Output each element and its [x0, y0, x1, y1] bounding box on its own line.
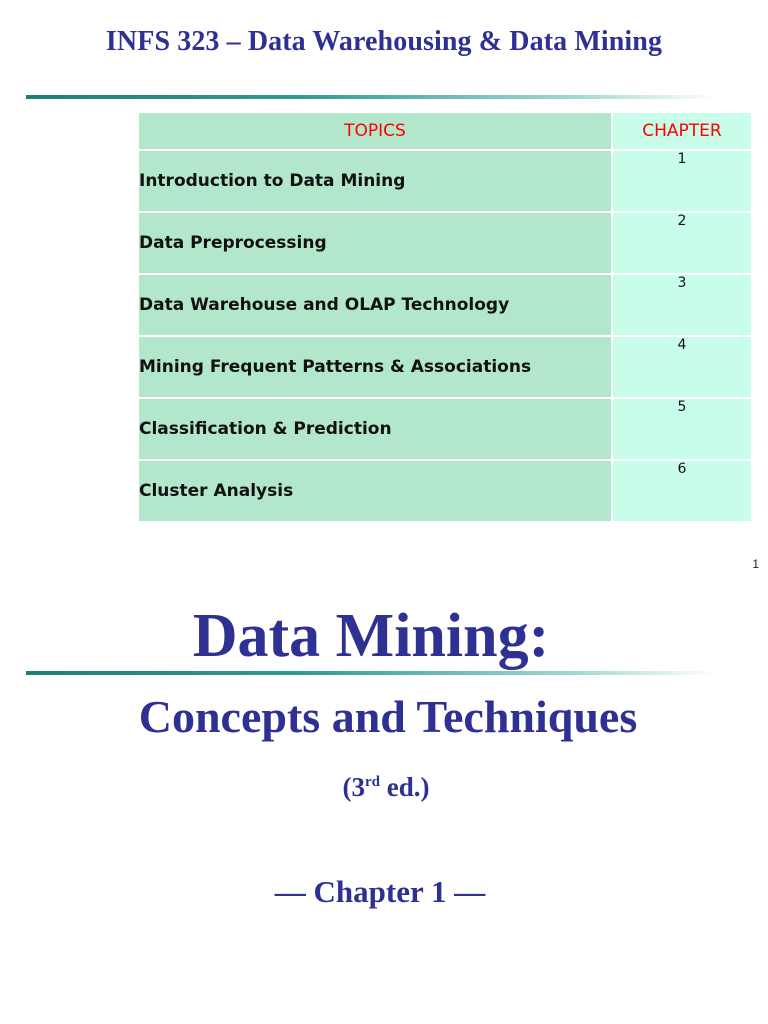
table-row	[139, 150, 751, 212]
slide-number: 1	[752, 557, 759, 571]
book-title: Data Mining:	[192, 602, 550, 670]
table-row	[139, 398, 751, 460]
topic-cell: Mining Frequent Patterns & Associations	[139, 336, 612, 398]
chapter-cell: 2	[612, 212, 751, 274]
topics-table	[139, 113, 751, 523]
table-row	[139, 212, 751, 274]
topic-cell: Data Warehouse and OLAP Technology	[139, 274, 612, 336]
chapter-cell: 1	[612, 150, 751, 212]
topic-cell: Data Preprocessing	[139, 212, 612, 274]
chapter-cell: 5	[612, 398, 751, 460]
chapter-cell: 6	[612, 460, 751, 522]
book-subtitle: Concepts and Techniques	[138, 691, 638, 742]
topic-cell: Introduction to Data Mining	[139, 150, 612, 212]
topics-column-header: TOPICS	[139, 113, 612, 150]
edition-open: (3	[342, 772, 365, 802]
topic-cell: Cluster Analysis	[139, 460, 612, 522]
chapter-cell: 4	[612, 336, 751, 398]
table-row	[139, 460, 751, 522]
top-divider	[26, 95, 716, 99]
edition-superscript: rd	[365, 774, 380, 790]
chapter-label: — Chapter 1 —	[274, 874, 486, 909]
table-header-row	[139, 113, 751, 150]
table-row	[139, 336, 751, 398]
edition-close: ed.)	[380, 772, 430, 802]
course-title: INFS 323 – Data Warehousing & Data Mining	[105, 26, 663, 57]
topic-cell: Classification & Prediction	[139, 398, 612, 460]
middle-divider	[26, 671, 716, 675]
edition-label	[0, 772, 768, 803]
chapter-cell: 3	[612, 274, 751, 336]
table-row	[139, 274, 751, 336]
chapter-column-header: CHAPTER	[612, 113, 751, 150]
